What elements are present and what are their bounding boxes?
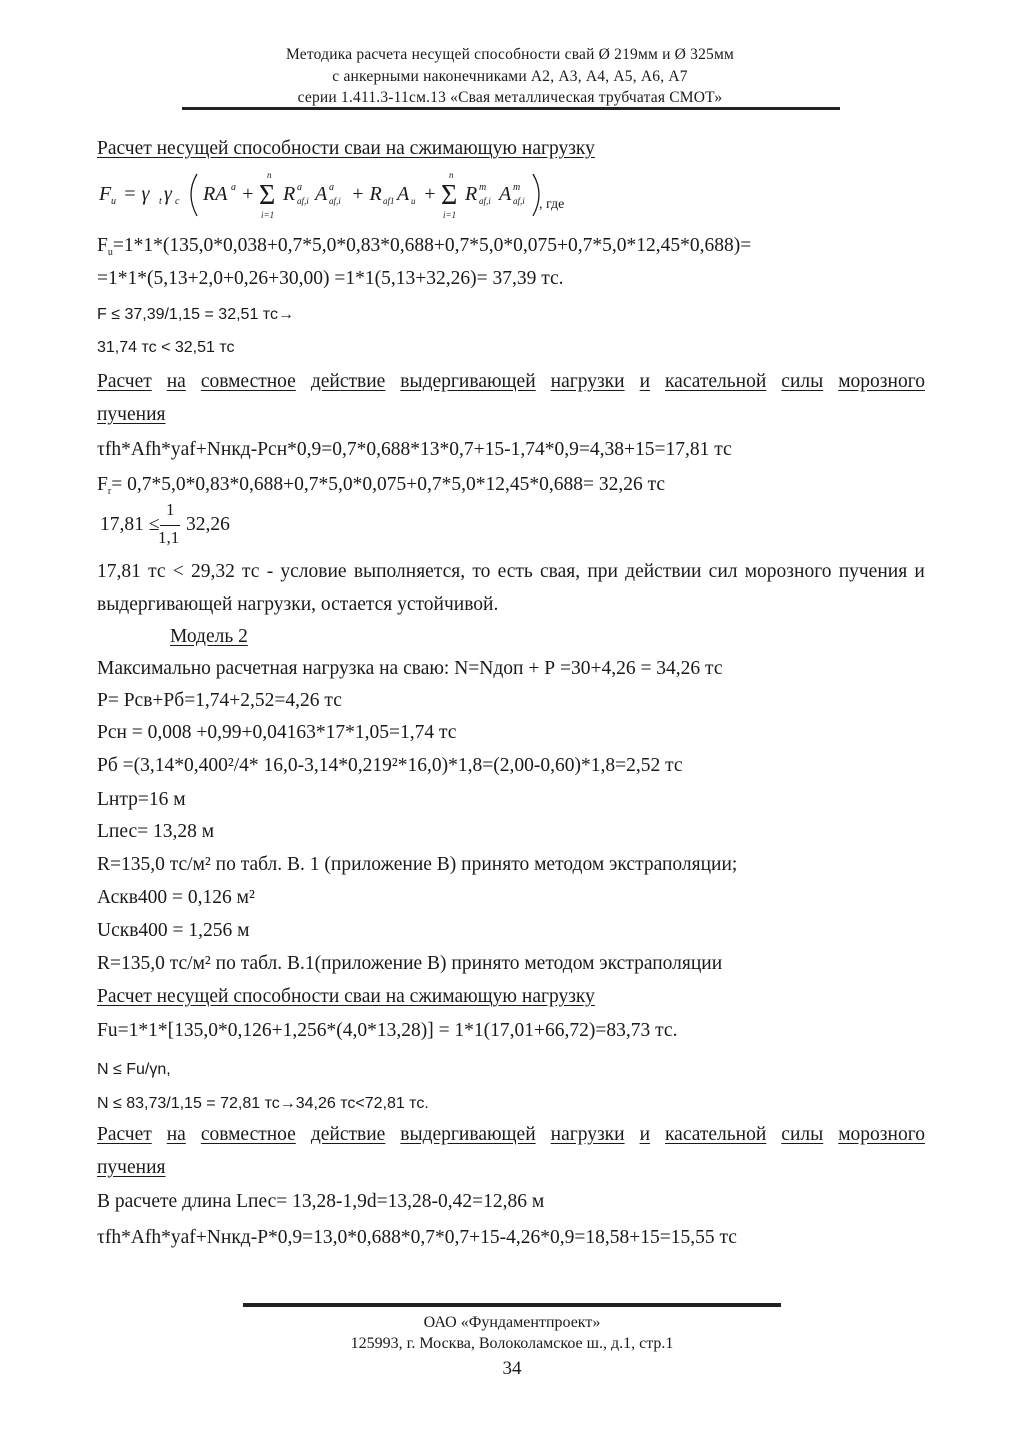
max-load-line: Максимально расчетная нагрузка на сваю: N=Nдоп + Р =30+4,26 = 34,26 тс xyxy=(97,658,723,679)
svg-text:u: u xyxy=(111,196,116,207)
svg-text:a: a xyxy=(231,182,236,193)
svg-text:+: + xyxy=(241,183,255,205)
bearing-capacity-formula xyxy=(97,166,597,222)
svg-text:Σ: Σ xyxy=(259,180,276,211)
heading-frost-heave: Расчет на совместное действие выдергивающей нагрузки и касательной силы морозного xyxy=(97,371,925,392)
n-result-line: N ≤ 83,73/1,15 = 72,81 тс→34,26 тс<72,81 тс. xyxy=(97,1095,429,1112)
l-pes-line: Lпес= 13,28 м xyxy=(97,821,215,842)
inequality-fraction xyxy=(100,502,240,550)
svg-text:m: m xyxy=(513,182,521,193)
header-rule xyxy=(182,107,840,110)
svg-text:af,i: af,i xyxy=(329,196,341,206)
header-line-1: Методика расчета несущей способности свай Ø 219мм и Ø 325мм xyxy=(286,46,734,63)
svg-text:u: u xyxy=(411,196,416,206)
frac-right: 32,26 xyxy=(186,514,230,535)
frac-left: 17,81 ≤ xyxy=(100,514,160,535)
calc-fr: $F_r= 0,7*5,0*0,83*0,688+0,7*5,0*0,075+0,7*5,0*12,45*0,688= 32,26$ тс xyxy=(97,474,665,497)
calc-f-check: F ≤ 37,39/1,15 = 32,51 тс→ xyxy=(97,306,294,323)
svg-text:m: m xyxy=(479,182,487,193)
l-ntr-line: Lнтр=16 м xyxy=(97,789,186,810)
svg-text:R: R xyxy=(283,183,296,205)
formula-tail: , где xyxy=(539,197,565,212)
heading-compression: Расчет несущей способности сваи на сжимающую нагрузку xyxy=(97,138,595,159)
p-b-line: Рб =(3,14*0,400²/4* 16,0-3,14*0,219²*16,0)*1,8=(2,00-0,60)*1,8=2,52 тс xyxy=(97,755,683,776)
svg-text:A: A xyxy=(315,183,328,205)
n-check-line: N ≤ Fu/γn, xyxy=(97,1061,171,1078)
header-line-2: с анкерными наконечниками А2, А3, А4, А5, А6, А7 xyxy=(332,68,688,85)
calc-fu-line-2: =1*1*(5,13+2,0+0,26+30,00) =1*1(5,13+32,26)= 37,39 тс. xyxy=(97,268,564,289)
p-sn-line: Рсн = 0,008 +0,99+0,04163*17*1,05=1,74 тс xyxy=(97,722,457,743)
heading-frost-heave-2: Расчет на совместное действие выдергивающей нагрузки и касательной силы морозного xyxy=(97,1124,925,1145)
heading-compression-2: Расчет несущей способности сваи на сжимающую нагрузку xyxy=(97,986,595,1007)
svg-text:A: A xyxy=(499,183,512,205)
svg-text:af,i: af,i xyxy=(297,196,309,206)
calc-tau-1: τfh*Afh*yaf+Nнкд-Рсн*0,9=0,7*0,688*13*0,7+15-1,74*0,9=4,38+15=17,81 тс xyxy=(97,439,732,460)
calc-f-result: 31,74 тс < 32,51 тс xyxy=(97,339,235,356)
svg-text:F: F xyxy=(99,183,112,205)
heading-frost-heave-2-end: пучения xyxy=(97,1157,166,1178)
svg-text:af1: af1 xyxy=(383,196,395,206)
svg-text:n: n xyxy=(449,170,454,180)
svg-text:c: c xyxy=(175,196,180,207)
area-line: Аскв400 = 0,126 м² xyxy=(97,887,255,908)
footer-address: 125993, г. Москва, Волоколамское ш., д.1, стр.1 xyxy=(350,1335,674,1352)
frac-numerator: 1 xyxy=(166,500,175,519)
heading-frost-heave-end: пучения xyxy=(97,404,166,425)
svg-text:+ R: + R xyxy=(351,183,382,205)
svg-text:af,i: af,i xyxy=(479,196,491,206)
svg-text:t: t xyxy=(159,196,162,207)
footer-company: ОАО «Фундаментпроект» xyxy=(423,1314,601,1331)
svg-text:γ: γ xyxy=(164,183,172,205)
svg-text:i=1: i=1 xyxy=(443,210,457,220)
svg-text:a: a xyxy=(297,182,302,193)
frac-denominator: 1,1 xyxy=(158,528,180,547)
svg-text:+: + xyxy=(423,183,437,205)
r-line-1: R=135,0 тс/м² по табл. В. 1 (приложение В) принято методом экстраполяции; xyxy=(97,854,738,875)
svg-text:R: R xyxy=(465,183,478,205)
model-heading: Модель 2 xyxy=(170,626,248,647)
svg-text:af,i: af,i xyxy=(513,196,525,206)
svg-text:i=1: i=1 xyxy=(261,210,275,220)
calc-fu-line-1: $F_u=1*1*(135,0*0,038+0,7*5,0*0,83*0,688+0,7*5,0*0,075+0,7*5,0*12,45*0,688)=$ xyxy=(97,235,752,258)
perimeter-line: Uскв400 = 1,256 м xyxy=(97,920,250,941)
p-sum-line: Р= Рсв+Рб=1,74+2,52=4,26 тс xyxy=(97,690,342,711)
svg-text:Σ: Σ xyxy=(441,180,458,211)
footer-rule xyxy=(243,1303,781,1307)
length-line: В расчете длина Lпес= 13,28-1,9d=13,28-0,42=12,86 м xyxy=(97,1191,545,1212)
svg-text:a: a xyxy=(329,182,334,193)
condition-text-end: выдергивающей нагрузки, остается устойчивой. xyxy=(97,594,499,615)
calc-fu-line-3: Fu=1*1*[135,0*0,126+1,256*(4,0*13,28)] = 1*1(17,01+66,72)=83,73 тс. xyxy=(97,1020,678,1041)
svg-text:RA: RA xyxy=(203,183,228,205)
condition-text: 17,81 тс < 29,32 тс - условие выполняется, то есть свая, при действии сил морозного пучения и xyxy=(97,561,925,582)
calc-tau-2: τfh*Afh*yaf+Nнкд-Р*0,9=13,0*0,688*0,7*0,7+15-4,26*0,9=18,58+15=15,55 тс xyxy=(97,1227,737,1248)
page-number: 34 xyxy=(502,1358,522,1379)
svg-text:= γ: = γ xyxy=(123,183,150,205)
svg-text:n: n xyxy=(267,170,272,180)
frac-bar xyxy=(160,525,180,526)
header-line-3: серии 1.411.3-11см.13 «Свая металлическая трубчатая СМОТ» xyxy=(297,89,723,106)
svg-text:A: A xyxy=(397,183,410,205)
r-line-2: R=135,0 тс/м² по табл. В.1(приложение В) принято методом экстраполяции xyxy=(97,953,723,974)
